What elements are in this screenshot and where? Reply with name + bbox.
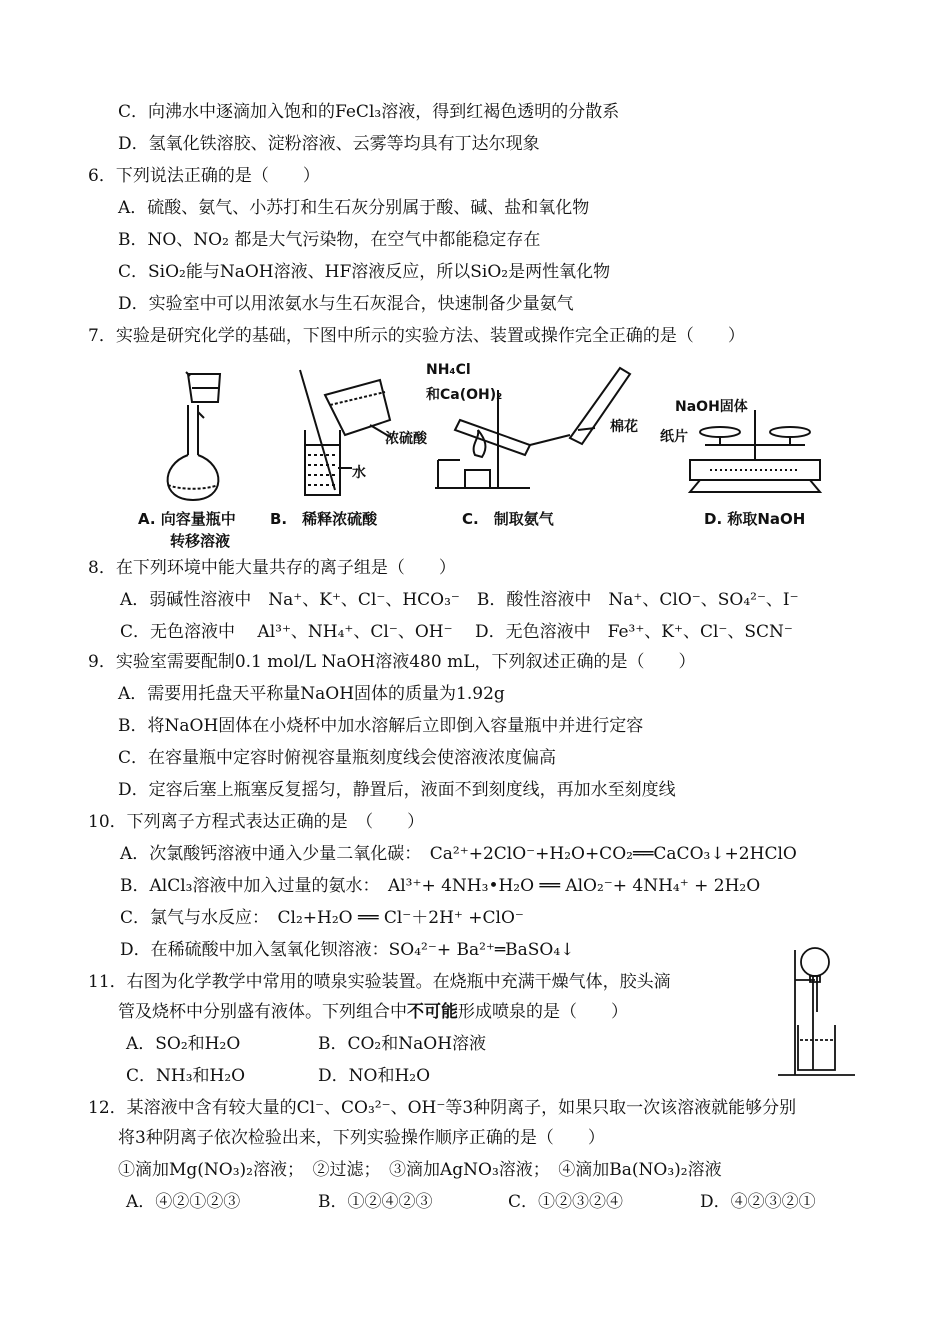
q10-option-d: D．在稀硫酸中加入氢氧化钡溶液：SO₄²⁻+ Ba²⁺═BaSO₄↓ <box>120 940 575 960</box>
q12-option-a: A．④②①②③ <box>126 1192 241 1212</box>
fountain-apparatus-drawing <box>770 940 870 1080</box>
q6-option-b: B．NO、NO₂ 都是大气污染物，在空气中都能稳定存在 <box>118 230 541 250</box>
label-naoh-solid: NaOH固体 <box>675 399 748 415</box>
q6-option-a: A．硫酸、氨气、小苏打和生石灰分别属于酸、碱、盐和氧化物 <box>118 198 590 218</box>
q8-options-cd: C．无色溶液中 Al³⁺、NH₄⁺、Cl⁻、OH⁻ D．无色溶液中 Fe³⁺、K⁺、Cl⁻、SCN⁻ <box>120 622 793 642</box>
q8-options-ab: A．弱碱性溶液中 Na⁺、K⁺、Cl⁻、HCO₃⁻ B．酸性溶液中 Na⁺、ClO⁻、SO₄²⁻、I⁻ <box>120 590 799 610</box>
q9-option-a: A．需要用托盘天平称量NaOH固体的质量为1.92g <box>118 684 505 704</box>
caption-b: B. 稀释浓硫酸 <box>270 510 378 528</box>
q6-stem: 6．下列说法正确的是（ ） <box>88 166 320 186</box>
q6-option-c: C．SiO₂能与NaOH溶液、HF溶液反应，所以SiO₂是两性氧化物 <box>118 262 611 282</box>
q9-option-d: D．定容后塞上瓶塞反复摇匀，静置后，液面不到刻度线，再加水至刻度线 <box>118 780 676 800</box>
q9-stem: 9．实验室需要配制0.1 mol/L NaOH溶液480 mL，下列叙述正确的是（ ） <box>88 652 696 672</box>
label-cotton: 棉花 <box>610 419 638 435</box>
q10-option-a: A．次氯酸钙溶液中通入少量二氧化碳： Ca²⁺+2ClO⁻+H₂O+CO₂══CaCO₃↓+2HClO <box>120 844 797 864</box>
q9-option-b: B．将NaOH固体在小烧杯中加水溶解后立即倒入容量瓶中并进行定容 <box>118 716 644 736</box>
q6-option-d: D．实验室中可以用浓氨水与生石灰混合，快速制备少量氨气 <box>118 294 574 314</box>
label-conc-sulfuric-acid: 浓硫酸 <box>385 431 427 447</box>
label-water: 水 <box>352 465 366 481</box>
q11-stem-line1: 11．右图为化学教学中常用的喷泉实验装置。在烧瓶中充满干燥气体，胶头滴 <box>88 972 671 992</box>
label-paper: 纸片 <box>660 429 688 445</box>
q11-option-d: D．NO和H₂O <box>318 1066 431 1086</box>
q11-option-a: A．SO₂和H₂O <box>126 1034 241 1054</box>
q7-stem: 7．实验是研究化学的基础，下图中所示的实验方法、装置或操作完全正确的是（ ） <box>88 326 745 346</box>
q12-option-c: C．①②③②④ <box>508 1192 624 1212</box>
q11-option-c: C．NH₃和H₂O <box>126 1066 246 1086</box>
q12-operations: ①滴加Mg(NO₃)₂溶液； ②过滤； ③滴加AgNO₃溶液； ④滴加Ba(NO₃)₂溶液 <box>118 1160 722 1180</box>
q9-option-c: C．在容量瓶中定容时俯视容量瓶刻度线会使溶液浓度偏高 <box>118 748 557 768</box>
fountain-apparatus <box>770 940 870 1080</box>
q8-stem: 8．在下列环境中能大量共存的离子组是（ ） <box>88 558 456 578</box>
caption-d: D. 称取NaOH <box>704 510 806 528</box>
q11-stem-pre: 管及烧杯中分别盛有液体。下列组合中 <box>118 1002 407 1022</box>
label-caoh2: 和Ca(OH)₂ <box>426 387 503 403</box>
q11-option-b: B．CO₂和NaOH溶液 <box>318 1034 487 1054</box>
caption-c: C. 制取氨气 <box>462 510 554 528</box>
q5-option-d: D．氢氧化铁溶胶、淀粉溶液、云雾等均具有丁达尔现象 <box>118 134 540 154</box>
q11-emphasis: 不可能 <box>407 1002 458 1022</box>
q7-figure <box>130 360 830 550</box>
q11-stem-post: 形成喷泉的是（ ） <box>458 1002 628 1022</box>
q10-stem: 10．下列离子方程式表达正确的是 （ ） <box>88 812 425 832</box>
caption-a-line1: A. 向容量瓶中 <box>138 510 236 528</box>
label-nh4cl: NH₄Cl <box>426 362 471 378</box>
q12-option-b: B．①②④②③ <box>318 1192 433 1212</box>
q12-stem-line2: 将3种阴离子依次检验出来，下列实验操作顺序正确的是（ ） <box>118 1128 605 1148</box>
q11-stem-line2 <box>118 1000 628 1024</box>
caption-a-line2: 转移溶液 <box>170 532 231 550</box>
q10-option-c: C．氯气与水反应： Cl₂+H₂O ══ Cl⁻＋2H⁺ +ClO⁻ <box>120 908 524 928</box>
q5-option-c: C．向沸水中逐滴加入饱和的FeCl₃溶液，得到红褐色透明的分散系 <box>118 102 620 122</box>
q10-option-b: B．AlCl₃溶液中加入过量的氨水： Al³⁺+ 4NH₃•H₂O ══ AlO₂⁻+ 4NH₄⁺ + 2H₂O <box>120 876 761 896</box>
q12-option-d: D．④②③②① <box>700 1192 816 1212</box>
q12-stem-line1: 12．某溶液中含有较大量的Cl⁻、CO₃²⁻、OH⁻等3种阴离子，如果只取一次该溶液就能够分别 <box>88 1098 797 1118</box>
